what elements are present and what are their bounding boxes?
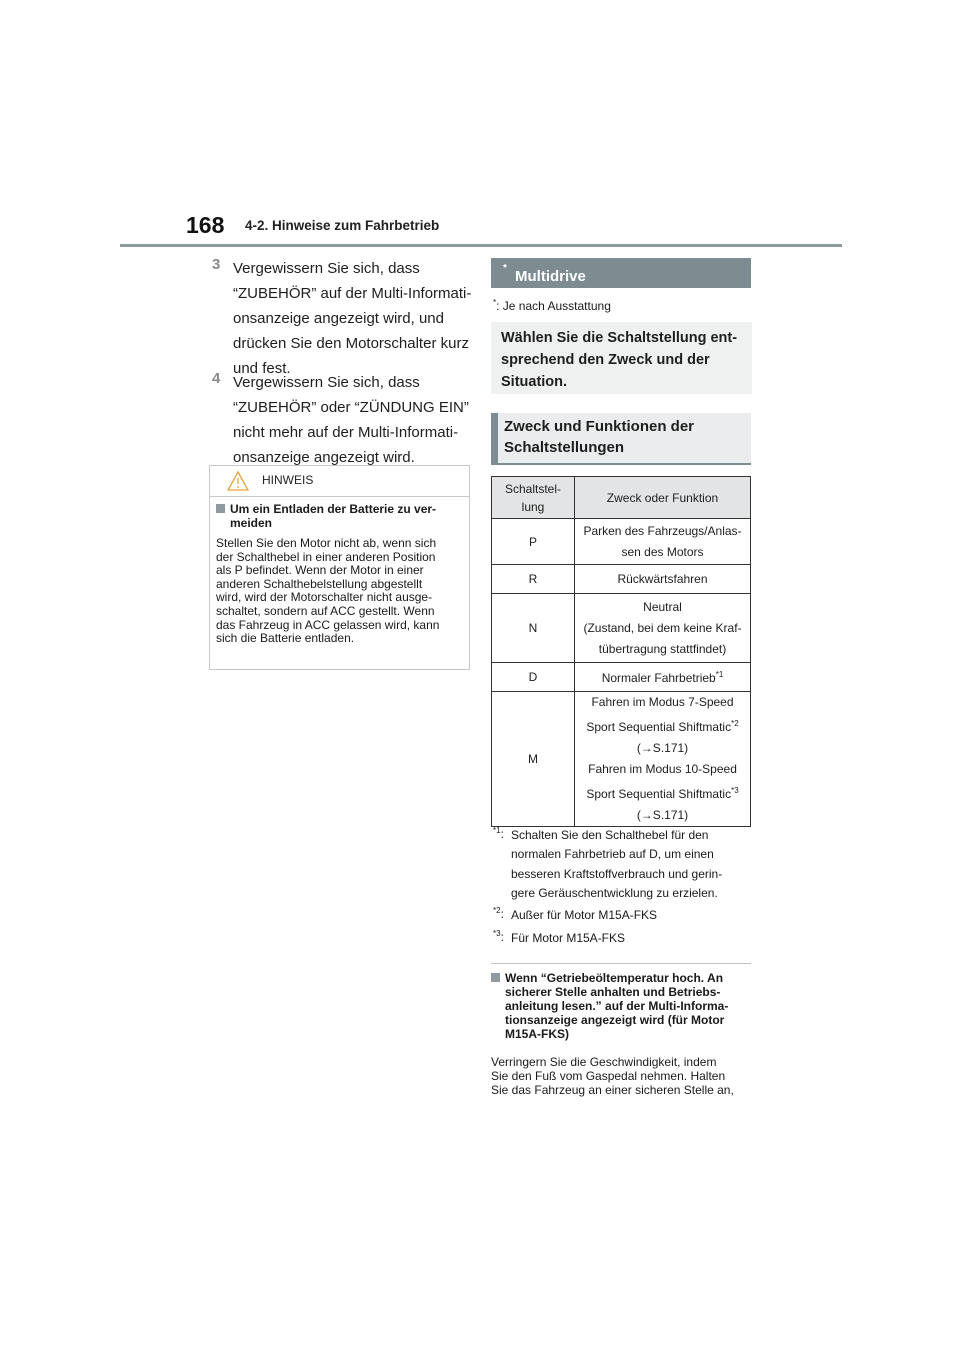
purpose-cell: Normaler Fahrbetrieb$^{*1}$ (575, 663, 751, 692)
temperature-warning-body: Verringern Sie die Geschwindigkeit, indem Sie den Fuß vom Gaspedal nehmen. Halten Sie das Fahrzeug an einer sicheren Stelle an, (491, 1055, 734, 1097)
notice-label: HINWEIS (262, 473, 314, 487)
purpose-cell: Fahren im Modus 7-Speed Sport Sequential Shiftmatic$^{*2}$ (→S.171) Fahren im Modus 10-Speed Sport Sequential Shiftmatic$^{*3}$ (→S.171) (575, 692, 751, 827)
step-text-line: onsanzeige angezeigt wird, und (233, 310, 444, 327)
page-number: 168 (186, 212, 225, 238)
step-text-line: nicht mehr auf der Multi-Informati- (233, 424, 459, 441)
table-row (492, 663, 751, 692)
position-cell: N (492, 594, 575, 663)
position-cell: R (492, 565, 575, 594)
intro-box: Wählen Sie die Schaltstellung ent- sprechend den Zweck und der Situation. (491, 322, 752, 394)
purpose-cell: Parken des Fahrzeugs/Anlas- sen des Motors (575, 519, 751, 565)
notice-box (209, 465, 470, 670)
availability-footnote: *: Je nach Ausstattung (493, 298, 611, 313)
step-text-line: “ZUBEHÖR” oder “ZÜNDUNG EIN” (233, 399, 469, 416)
notice-body: Stellen Sie den Motor nicht ab, wenn sich der Schalthebel in einer anderen Position als P befindet. Wenn der Motor in einer anderen Schalthebelstellung abgestellt wird, wird der Motorschalter nicht ausge- schaltet, sondern auf ACC gestellt. Wenn das Fahrzeug in ACC gelassen wird, kann sich die Batterie entladen. (216, 536, 440, 646)
position-cell: M (492, 692, 575, 827)
section-divider (491, 963, 751, 964)
step-text-line: onsanzeige angezeigt wird. (233, 449, 415, 466)
footnote-1: $^{*1}$: Schalten Sie den Schalthebel für den normalen Fahrbetrieb auf D, um einen besseren Kraftstoffverbrauch und gerin- gere Geräuschentwicklung zu erzielen. (493, 826, 723, 900)
notice-subheading: Um ein Entladen der Batterie zu ver- meiden (216, 502, 466, 530)
footnote-3: $^{*3}$: Für Motor M15A-FKS (493, 929, 626, 945)
position-cell: P (492, 519, 575, 565)
shift-position-table (491, 476, 751, 827)
table-row (492, 692, 751, 827)
footnote-2: $^{*2}$: Außer für Motor M15A-FKS (493, 906, 658, 922)
table-header-row (492, 477, 751, 519)
step-text-line: Vergewissern Sie sich, dass (233, 260, 420, 277)
purpose-cell: Neutral (Zustand, bei dem keine Kraf- tübertragung stattfindet) (575, 594, 751, 663)
position-cell: D (492, 663, 575, 692)
column-header-position: Schaltstel- lung (492, 477, 575, 519)
table-row (492, 565, 751, 594)
step-text-line: drücken Sie den Motorschalter kurz (233, 335, 469, 352)
table-row (492, 594, 751, 663)
purpose-subheading: Zweck und Funktionen der Schaltstellungen (491, 413, 751, 465)
multidrive-heading: Multidrive * (491, 258, 751, 288)
section-title: 4-2. Hinweise zum Fahrbetrieb (245, 218, 440, 233)
header-divider (120, 244, 842, 247)
column-header-purpose: Zweck oder Funktion (575, 477, 751, 519)
step-number: 3 (212, 256, 221, 273)
step-text-line: “ZUBEHÖR” auf der Multi-Informati- (233, 285, 472, 302)
step-text-line: und fest. (233, 360, 291, 377)
bullet-square-icon (216, 504, 225, 513)
temperature-warning-heading: Wenn “Getriebeöltemperatur hoch. An sicherer Stelle anhalten und Betriebs- anleitung lesen.” auf der Multi-Informa- tionsanzeige angezeigt wird (für Motor M15A-FKS) (491, 971, 753, 1041)
step-number: 4 (212, 370, 221, 387)
notice-header (210, 466, 469, 497)
table-row (492, 519, 751, 565)
purpose-cell: Rückwärtsfahren (575, 565, 751, 594)
warning-triangle-icon (227, 471, 249, 491)
bullet-square-icon (491, 973, 500, 982)
step-text-line: Vergewissern Sie sich, dass (233, 374, 420, 391)
